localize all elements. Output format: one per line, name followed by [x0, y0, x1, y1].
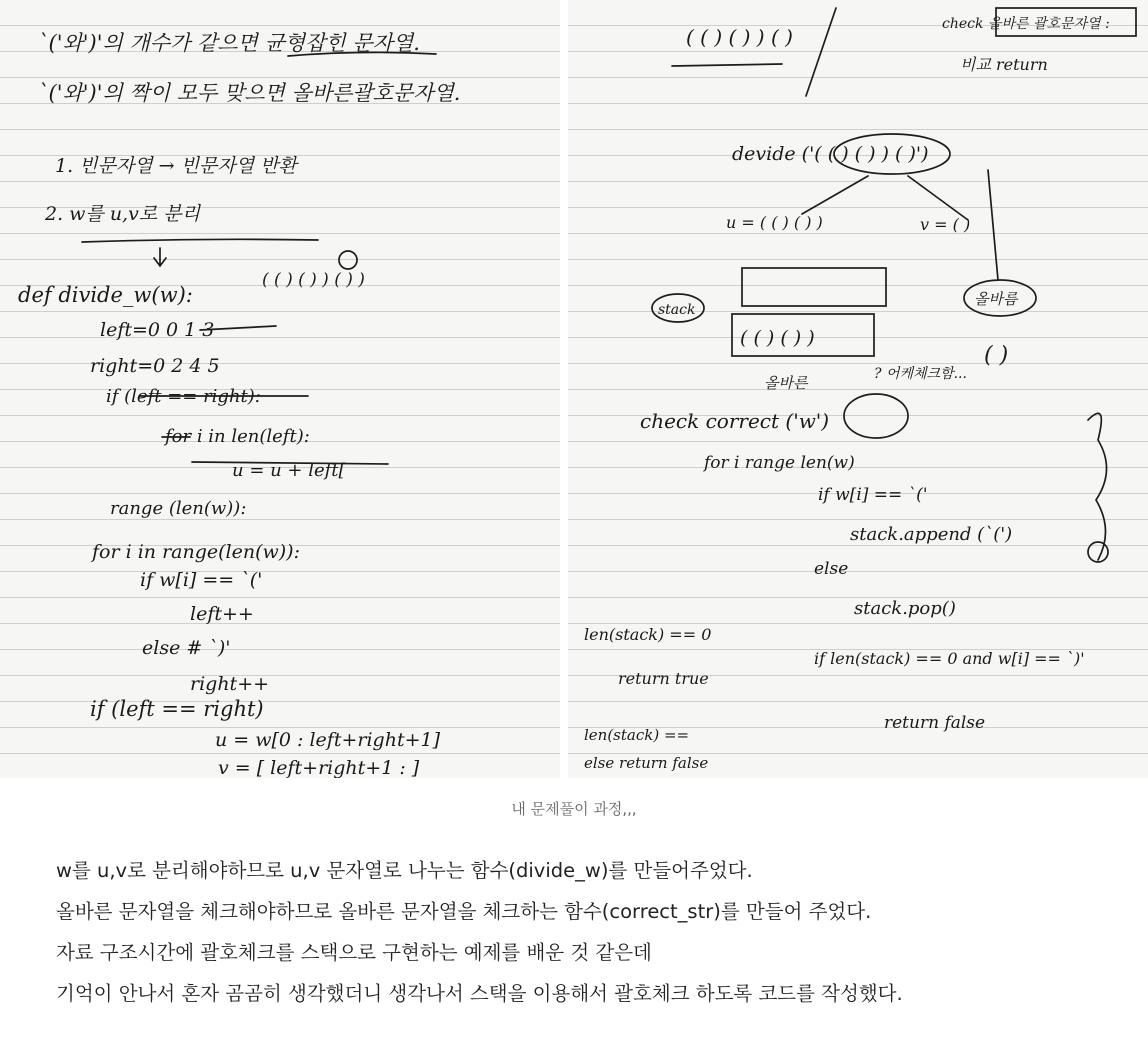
paragraph: 자료 구조시간에 괄호체크를 스택으로 구현하는 예제를 배운 것 같은데 [56, 941, 652, 964]
code-left-increment: left++ [190, 603, 254, 625]
code-right-increment: right++ [190, 673, 270, 695]
code-else-return-false: else return false [584, 754, 709, 772]
code-for-range: for i in range(len(w)): [92, 541, 300, 563]
paragraph: 올바른 문자열을 체크해야하므로 올바른 문자열을 체크하는 함수(correct_str)를 만들어 주었다. [56, 900, 872, 923]
line-stroke [192, 462, 388, 464]
code-u-slice: u = w[0 : left+right+1] [215, 729, 441, 751]
note-balanced-string: `('와')'의 개수가 같으면 균형잡힌 문자열. [38, 31, 420, 55]
param-ellipse [844, 394, 908, 438]
box-stroke-1 [742, 268, 886, 306]
note-correct-oval: 올바름 [974, 290, 1018, 308]
note-correct-label: 올바른 [764, 374, 808, 392]
slash-stroke [806, 8, 836, 96]
note-small-parens: ( ) [984, 343, 1009, 368]
code-len-stack-eq: len(stack) == [584, 726, 690, 744]
code-if-open: if w[i] == `(' [818, 485, 928, 505]
note-step-1: 1. 빈문자열 → 빈문자열 반환 [55, 155, 297, 177]
code-if-compare: if (left == right): [106, 386, 261, 407]
note-check-correct: check 올바른 괄호문자열 : [942, 16, 1110, 32]
figure-caption: 내 문제풀이 과정,,, [511, 800, 637, 818]
sketch-circle [339, 251, 357, 269]
code-def-divide: def divide_w(w): [18, 283, 193, 307]
code-else: else [814, 559, 849, 579]
code-stack-pop: stack.pop() [854, 598, 956, 619]
label-stack: stack [658, 302, 696, 318]
notes-page-left [0, 0, 560, 778]
code-for-len-left: for i in len(left): [165, 426, 310, 447]
note-compare-return: 비교 return [960, 55, 1048, 74]
code-stack-append: stack.append (`(') [850, 524, 1013, 545]
code-if-open-paren: if w[i] == `(' [140, 569, 263, 591]
note-v-value: v = ( ) [920, 215, 971, 234]
code-right-init: right=0 2 4 5 [90, 355, 220, 377]
code-range-len: range (len(w)): [110, 498, 247, 519]
code-check-correct: check correct ('w') [640, 409, 830, 433]
paragraph: w를 u,v로 분리해야하므로 u,v 문자열로 나누는 함수(divide_w)를 만들어주었다. [56, 859, 753, 882]
code-if-left-eq-right: if (left == right) [90, 697, 264, 721]
doodle-stroke [1088, 413, 1107, 560]
note-how-to-check: ? 어케체크함... [874, 366, 967, 382]
right-page-writing [568, 0, 1148, 778]
note-correct-string: `('와')'의 짝이 모두 맞으면 올바른괄호문자열. [38, 81, 461, 105]
note-u-value: u = ( ( ) ( ) ) [726, 213, 823, 232]
sketch-parentheses: ( ( ) ( ) ) ( ) ) [262, 270, 365, 290]
code-else-close: else # `)' [142, 637, 231, 659]
code-u-append: u = u + left[ [232, 460, 346, 481]
code-devide-call: devide ('( ( ) ( ) ) ( )') [732, 143, 929, 165]
sketch-top-parens: ( ( ) ( ) ) ( ) [686, 25, 793, 49]
paragraph: 기억이 안나서 혼자 곰곰히 생각했더니 생각나서 스택을 이용해서 괄호체크 하도록 코드를 작성했다. [56, 982, 903, 1005]
down-arrow-stroke [154, 248, 166, 266]
fraction-line [672, 64, 782, 66]
note-step-2: 2. w를 u,v로 분리 [45, 203, 200, 225]
code-if-len-and: if len(stack) == 0 and w[i] == `)' [814, 649, 1085, 668]
left-page-writing [0, 0, 560, 778]
code-len-stack-zero: len(stack) == 0 [584, 625, 712, 644]
code-v-slice: v = [ left+right+1 : ] [218, 757, 420, 778]
divider-stroke [82, 239, 318, 242]
code-return-true: return true [618, 669, 709, 688]
code-for-range-len: for i range len(w) [704, 453, 855, 473]
post-body [56, 856, 1116, 1020]
note-boxed-parens: ( ( ) ( ) ) [740, 327, 815, 349]
code-left-init: left=0 0 1 3 [100, 319, 215, 341]
code-return-false: return false [884, 713, 986, 733]
notes-page-right [568, 0, 1148, 778]
